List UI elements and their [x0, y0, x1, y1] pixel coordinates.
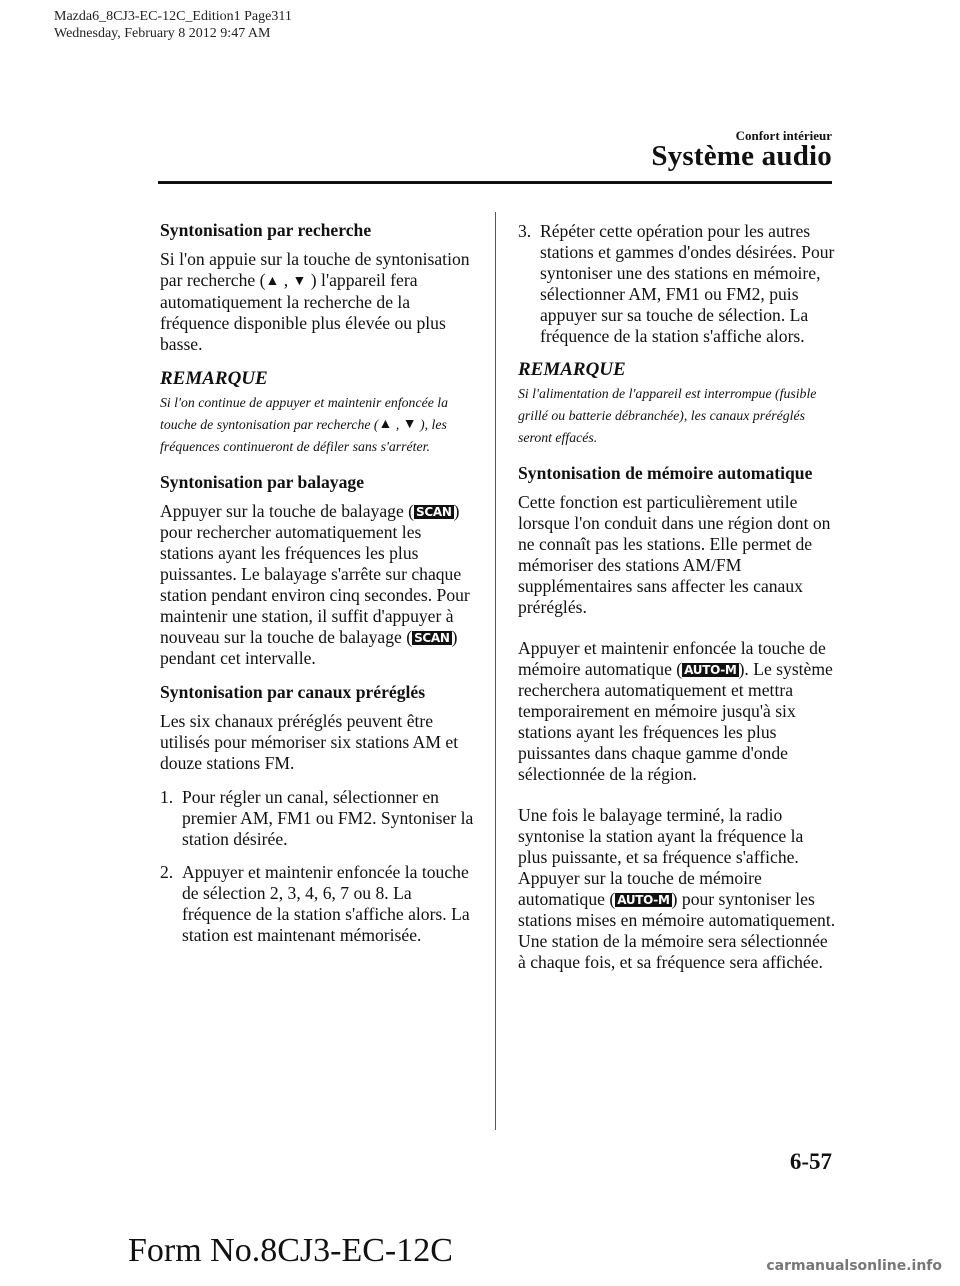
list-item: 1. Pour régler un canal, sélectionner en premier AM, FM1 ou FM2. Syntoniser la station désirée.	[160, 787, 474, 849]
note-text: Si l'on continue de appuyer et maintenir enfoncée la touche de syntonisation par recherche (▲ , ▼ ), les fréquences continueront de défiler sans s'arréter.	[160, 395, 449, 454]
note-text: Si l'alimentation de l'appareil est interrompue (fusible grillé ou batterie débranchée), les canaux préréglés seront effacés.	[518, 386, 817, 445]
down-arrow-icon: ▼	[402, 417, 417, 432]
page-number: 6-57	[789, 1149, 832, 1174]
list-item: 2. Appuyer et maintenir enfoncée la touche de sélection 2, 3, 4, 6, 7 ou 8. La fréquence de la station s'affiche alors. La station est maintenant mémorisée.	[160, 862, 470, 945]
print-metadata	[54, 8, 292, 42]
auto-memory-paragraph: Appuyer et maintenir enfoncée la touche de mémoire automatique ( AUTO-M ). Le système recherchera automatiquement et mettra temporairement en mémoire jusqu'à six stations ayant les fréquences les plus puissantes dans chaque gamme d'onde sélectionnée de la région.	[518, 638, 833, 784]
up-arrow-icon: ▲	[265, 274, 280, 289]
form-number: Form No.8CJ3-EC-12C	[128, 1232, 453, 1269]
scan-button-icon: SCAN	[416, 505, 452, 519]
up-arrow-icon: ▲	[378, 417, 393, 432]
print-metadata-line2: Wednesday, February 8 2012 9:47 AM	[54, 26, 271, 41]
print-metadata-line1: Mazda6_8CJ3-EC-12C_Edition1 Page311	[54, 9, 292, 24]
auto-m-button-icon: AUTO-M	[684, 663, 737, 677]
note-heading: REMARQUE	[160, 368, 268, 389]
auto-memory-paragraph: Une fois le balayage terminé, la radio syntonise la station ayant la fréquence la plus puissante, et sa fréquence s'affiche. Appuyer sur la touche de mémoire automatique ( AUTO-M ) pour syntoniser les stations mises en mémoire automatiquement. Une station de la mémoire sera sélectionnée à chaque fois, et sa fréquence sera affichée.	[518, 805, 836, 972]
page-title: Système audio	[651, 140, 832, 172]
seek-paragraph: Si l'on appuie sur la touche de syntonisation par recherche (▲ , ▼ ) l'appareil fera automatiquement la recherche de la fréquence disponible plus élevée ou plus basse.	[160, 249, 470, 354]
seek-heading: Syntonisation par recherche	[160, 220, 372, 240]
preset-steps-continued	[518, 221, 836, 347]
auto-memory-paragraph: Cette fonction est particulièrement utile lorsque l'on conduit dans une région dont on ne connaît pas les stations. Elle permet de mémoriser des stations AM/FM supplémentaires sans affecter les canaux préréglés.	[518, 492, 831, 617]
preset-paragraph: Les six chanaux préréglés peuvent être utilisés pour mémoriser six stations AM et douze stations FM.	[160, 711, 459, 773]
column-divider	[495, 212, 496, 1130]
left-column	[160, 220, 478, 958]
list-item: 3. Répéter cette opération pour les autres stations et gammes d'ondes désirées. Pour syntoniser une des stations en mémoire, sélectionner AM, FM1 ou FM2, puis appuyer sur sa touche de sélection. La fréquence de la station s'affiche alors.	[518, 221, 835, 346]
header-rule	[158, 181, 832, 184]
scan-paragraph: Appuyer sur la touche de balayage ( SCAN ) pour rechercher automatiquement les stations ayant les fréquences les plus puissantes. Le balayage s'arrête sur chaque station pendant environ cinq secondes. Pour maintenir une station, il suffit d'appuyer à nouveau sur la touche de balayage ( SCAN ) pendant cet intervalle.	[160, 501, 470, 668]
scan-heading: Syntonisation par balayage	[160, 472, 365, 492]
down-arrow-icon: ▼	[292, 274, 307, 289]
auto-memory-heading: Syntonisation de mémoire automatique	[518, 463, 813, 483]
auto-m-button-icon: AUTO-M	[617, 893, 670, 907]
preset-heading: Syntonisation par canaux préréglés	[160, 682, 426, 702]
right-column	[518, 221, 836, 986]
scan-button-icon: SCAN	[414, 631, 450, 645]
note-heading: REMARQUE	[518, 359, 626, 380]
section-label: Confort intérieur	[735, 128, 832, 143]
preset-steps	[160, 787, 478, 946]
watermark: carmanualsonline.info	[766, 1258, 942, 1274]
